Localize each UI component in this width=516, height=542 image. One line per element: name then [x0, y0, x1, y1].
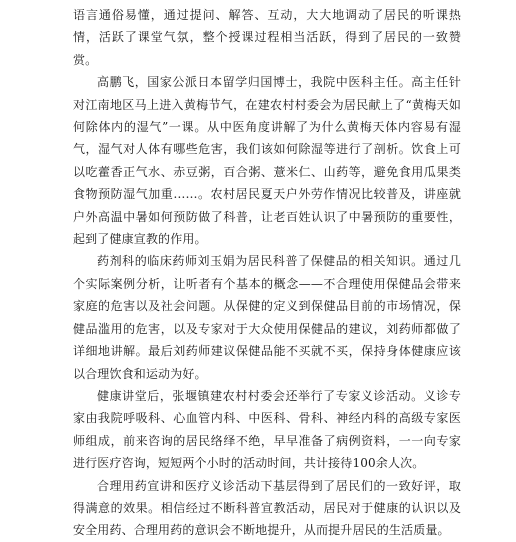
article-body [73, 4, 461, 542]
paragraph-tcm-dampness-lecture: 高鹏飞，国家公派日本留学归国博士，我院中医科主任。高主任针对江南地区马上进入黄梅节气，在建农村村委会为居民献上了“黄梅天如何除体内的湿气”一课。从中医角度讲解了为什么黄梅天体内容易有湿气，湿气对人体有哪些危害，我们该如何除湿等进行了剖析。饮食上可以吃藿香正气水、赤豆粥，百合粥、薏米仁、山药等，避免食用瓜果类食物预防湿气加重……。农村居民夏天户外劳作情况比较普及，讲座就户外高温中暑如何预防做了科普，让老百姓认识了中暑预防的重要性，起到了健康宣教的作用。 [73, 75, 461, 247]
paragraph-lecture-summary: 语言通俗易懂，通过提问、解答、互动，大大地调动了居民的听课热情，活跃了课堂气氛，整个授课过程相当活跃，得到了居民的一致赞赏。 [73, 8, 461, 67]
paragraph-health-supplements-lecture: 药剂科的临床药师刘玉娟为居民科普了保健品的相关知识。通过几个实际案例分析，让听者有个基本的概念——不合理使用保健品会带来家庭的危害以及社会问题。从保健的定义到保健品目前的市场情况，保健品滥用的危害，以及专家对于大众使用保健品的建议，刘药师都做了详细地讲解。最后刘药师建议保健品能不买就不买，保持身体健康应该以合理饮食和运动为好。 [73, 254, 461, 381]
paragraph-conclusion: 合理用药宣讲和医疗义诊活动下基层得到了居民们的一致好评，取得满意的效果。相信经过不断科普宣教活动，居民对于健康的认识以及安全用药、合理用药的意识会不断地提升，从而提升居民的生活质量。 [73, 478, 461, 538]
paragraph-free-clinic: 健康讲堂后，张堰镇建农村村委会还举行了专家义诊活动。义诊专家由我院呼吸科、心血管内科、中医科、骨科、神经内科的高级专家医师组成，前来咨询的居民络绎不绝，早早准备了病例资料，一一向专家进行医疗咨询，短短两个小时的活动时间，共计接待100余人次。 [73, 388, 461, 471]
